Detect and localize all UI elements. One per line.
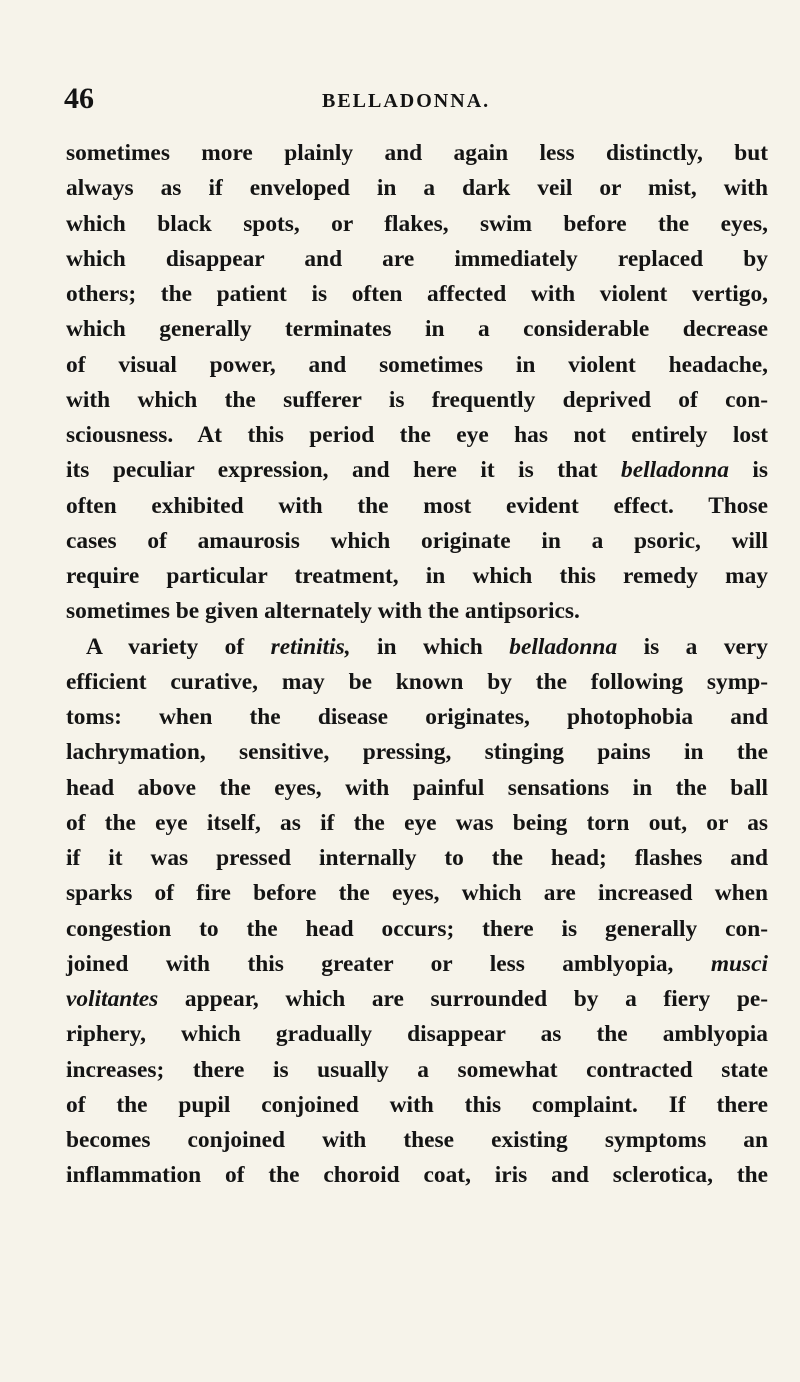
text-line: often exhibited with the most evident effect. Those	[66, 492, 768, 519]
text-line: require particular treatment, in which this remedy may	[66, 563, 768, 589]
emphasis: belladonna	[509, 633, 618, 660]
running-head: BELLADONNA.	[322, 90, 491, 112]
emphasis: volitantes	[66, 986, 159, 1012]
text-line: increases; there is usually a somewhat contracted state	[66, 1056, 768, 1083]
text-line: which black spots, or flakes, swim before the eyes,	[66, 210, 768, 237]
text-line: sparks of fire before the eyes, which are increased when	[66, 880, 768, 907]
text-line: becomes conjoined with these existing symptoms an	[66, 1127, 768, 1153]
body-text	[66, 136, 768, 1194]
text-line: which disappear and are immediately replaced by	[66, 245, 768, 272]
text-line: joined with this greater or less amblyopia, musci	[66, 950, 768, 977]
text-line: always as if enveloped in a dark veil or mist, with	[66, 175, 768, 202]
emphasis: retinitis,	[270, 633, 351, 660]
text-line: toms: when the disease originates, photophobia and	[66, 704, 768, 730]
text-line: of the eye itself, as if the eye was being torn out, or as	[66, 809, 768, 836]
emphasis: musci	[710, 950, 768, 977]
text-line: with which the sufferer is frequently deprived of con-	[66, 386, 768, 413]
text-line: if it was pressed internally to the head; flashes and	[66, 845, 768, 871]
text-line: inflammation of the choroid coat, iris and sclerotica, the	[66, 1162, 768, 1189]
text-line: A variety of retinitis, in which belladonna is a very	[86, 633, 768, 660]
text-line: sometimes be given alternately with the antipsorics.	[66, 598, 580, 625]
emphasis: belladonna	[621, 457, 729, 484]
text-line: of visual power, and sometimes in violent headache,	[66, 351, 768, 378]
text-line: sciousness. At this period the eye has not entirely lost	[66, 422, 768, 448]
page-header	[0, 82, 800, 122]
text-line: efficient curative, may be known by the following symp-	[66, 668, 768, 695]
text-line: others; the patient is often affected with violent vertigo,	[66, 281, 768, 307]
text-line: volitantes appear, which are surrounded by a fiery pe-	[66, 986, 768, 1012]
text-line: lachrymation, sensitive, pressing, stinging pains in the	[66, 739, 768, 766]
page-number: 46	[64, 82, 94, 115]
text-line: riphery, which gradually disappear as the amblyopia	[66, 1021, 768, 1048]
text-line: sometimes more plainly and again less distinctly, but	[66, 140, 768, 166]
text-line: cases of amaurosis which originate in a psoric, will	[66, 527, 768, 554]
text-line: head above the eyes, with painful sensations in the ball	[66, 774, 768, 801]
text-line: its peculiar expression, and here it is that belladonna is	[66, 457, 768, 484]
text-line: of the pupil conjoined with this complaint. If there	[66, 1091, 768, 1118]
text-line: congestion to the head occurs; there is generally con-	[66, 915, 768, 942]
text-line: which generally terminates in a considerable decrease	[66, 316, 768, 343]
